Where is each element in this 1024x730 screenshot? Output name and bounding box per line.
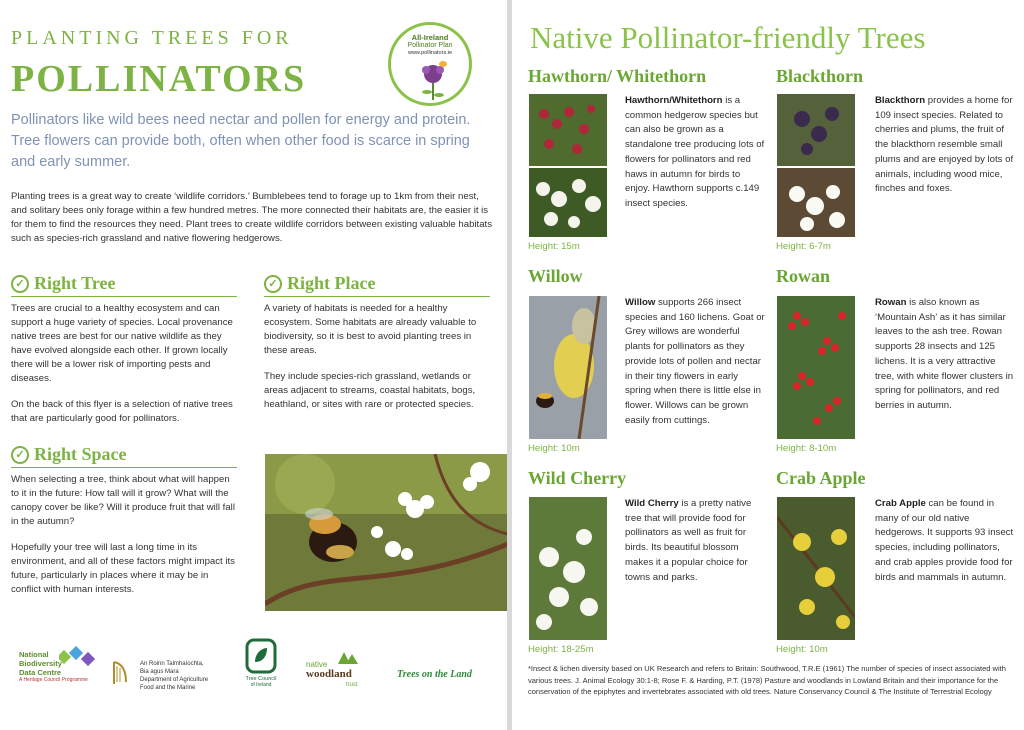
section-paragraph: On the back of this flyer is a selection of native trees that are particularly good for pollinators. — [11, 399, 233, 424]
tree-desc-crab-apple — [875, 497, 1015, 585]
rowan-photo — [777, 296, 855, 439]
logo-text: Food and the Marine — [140, 685, 196, 691]
tree-name-blackthorn: Blackthorn — [776, 66, 864, 86]
logo-text: of Ireland — [250, 682, 272, 688]
badge-url: www.pollinators.ie — [407, 50, 453, 56]
badge-subtitle: Pollinator Plan — [407, 42, 453, 49]
tree-desc-bold: Crab Apple — [875, 498, 926, 509]
tree-height-crab-apple: Height: 10m — [776, 644, 828, 655]
section-paragraph: When selecting a tree, think about what will happen to it in the future: How tall will it grow? What will the canopy cover be like? Will it produce fruit that will fall in the autumn? — [11, 474, 235, 527]
tree-desc-bold: Wild Cherry — [625, 498, 679, 509]
logo-text: Data Centre — [19, 668, 62, 677]
section-paragraph: They include species-rich grassland, wetlands or areas adjacent to streams, coastal habitats, bogs, heathland, or sites with rare or protected species. — [264, 371, 476, 410]
body-text: Planting trees is a great way to create ‘wildlife corridors.’ Bumblebees tend to forage up to 1km from their nest, and solitary bees only forage within a few hundred metres. The more connected their habitats are, the easier it is for them to find the resources they need. Plant trees to create wildlife corridors between existing valuable habitats such as species-rich grassland and native flowering hedgerows. — [11, 191, 493, 244]
section-paragraph: Trees are crucial to a healthy ecosystem and can support a huge variety of species. Local provenance native trees are best for our native wildlife as they have evolved alongside each other. If grown locally there will be a lower risk of importing pests and diseases. — [11, 303, 233, 384]
tree-desc-text: is a pretty native tree that will provide food for pollinators as well as fruit for birds. Its beautiful blossom makes it a popular choice for towns and parks. — [625, 498, 752, 583]
nbdc-logo — [19, 650, 99, 683]
section-paragraph: Hopefully your tree will last a long time in its environment, and all of these factors might impact its future, particularly in places where it may be in conflict with human interests. — [11, 542, 235, 595]
section-paragraph: A variety of habitats is needed for a healthy ecosystem. Some habitats are already valuable to biodiversity, so it is best to avoid planting trees in these areas. — [264, 303, 477, 356]
nbdc-cubes-icon — [59, 646, 97, 668]
tree-desc-wild-cherry — [625, 497, 765, 585]
bumblebee-photo — [265, 454, 507, 611]
logo-text: Bia agus Mara — [140, 669, 179, 675]
bee-flower-icon — [413, 58, 453, 102]
section-heading-right-space — [11, 444, 237, 468]
tree-desc-hawthorn — [625, 94, 765, 212]
footnote: *Insect & lichen diversity based on UK Research and refers to Britain: Southwood, T.R.E (1961) The number of species of insect associated with various trees. J. Animal Ecology 30:1-8; Rose F. & Harding, P.T. (1978) Pasture and woodlands in Lowland Britain and their importance for the conservation of the epiphytes and invertebrates associated with old trees. Nature Conservancy Council & The Institute of Terrestrial Ecology — [528, 664, 1006, 696]
tree-height-rowan: Height: 8-10m — [776, 443, 837, 454]
tree-height-willow: Height: 10m — [528, 443, 580, 454]
tree-height-wild-cherry: Height: 18-25m — [528, 644, 594, 655]
page-subtitle: PLANTING TREES FOR — [11, 27, 293, 49]
section-heading-right-place — [264, 273, 490, 297]
tree-desc-text: provides a home for 109 insect species. Related to cherries and plums, the fruit of the blackthorn resemble small plums and are enjoyed by lots of animals, including wood mice, finches and foxes. — [875, 95, 1014, 195]
woodland-trees-icon — [336, 650, 360, 666]
tree-desc-text: supports 266 insect species and 160 lichens. Goat or Grey willows are wonderful plants for pollinators as they provide lots of pollen and nectar in their tiny flowers in early spring when there is little else in flower. Willows can be grown easily from cuttings. — [625, 297, 765, 426]
tree-desc-bold: Willow — [625, 297, 656, 308]
flyer-front-page — [0, 0, 507, 730]
section-title: Right Tree — [34, 273, 116, 293]
check-icon: ✓ — [11, 275, 29, 293]
logo-text: Department of Agriculture — [140, 677, 209, 683]
tree-name-wild-cherry: Wild Cherry — [528, 468, 627, 488]
section-right-place — [264, 273, 490, 412]
section-title: Right Space — [34, 444, 127, 464]
flyer-back-page — [512, 0, 1024, 730]
hawthorn-photo — [529, 94, 607, 237]
tree-council-icon — [245, 638, 277, 674]
page-title: Native Pollinator-friendly Trees — [530, 20, 926, 55]
tree-council-logo — [241, 638, 281, 688]
intro-text: Pollinators like wild bees need nectar and pollen for energy and protein. Tree flowers can provide both, often when other food is scarce in spring and early summer. — [11, 112, 471, 170]
section-right-tree — [11, 273, 237, 426]
crab-apple-photo — [777, 497, 855, 640]
blackthorn-photo — [777, 94, 855, 237]
logo-text: native — [306, 660, 328, 669]
willow-photo — [529, 296, 607, 439]
tree-desc-willow — [625, 296, 765, 428]
tree-desc-text: is also known as ‘Mountain Ash’ as it has similar leaves to the ash tree. Rowan supports 28 insects and 125 lichens. It is a very attractive tree, with white flower clusters in spring for pollinators, and red berries in autumn. — [875, 297, 1014, 411]
logo-text: trust — [346, 682, 358, 688]
tree-desc-blackthorn — [875, 94, 1015, 197]
tree-name-rowan: Rowan — [776, 266, 831, 286]
tree-desc-bold: Rowan — [875, 297, 907, 308]
tree-name-willow: Willow — [528, 266, 583, 286]
wild-cherry-photo — [529, 497, 607, 640]
logo-text: An Roinn Talmhaíochta, — [140, 661, 204, 667]
check-icon: ✓ — [264, 275, 282, 293]
tree-name-crab-apple: Crab Apple — [776, 468, 866, 488]
logo-text: A Heritage Council Programme — [19, 677, 88, 683]
check-icon: ✓ — [11, 446, 29, 464]
tree-height-blackthorn: Height: 6-7m — [776, 241, 831, 252]
logo-text: Tree Council — [245, 676, 277, 682]
tree-name-hawthorn: Hawthorn/ Whitethorn — [528, 66, 707, 86]
trees-on-the-land-logo: Trees on the Land — [397, 669, 472, 680]
logo-text: woodland — [306, 668, 352, 680]
tree-desc-rowan — [875, 296, 1015, 414]
logo-text: National — [19, 650, 49, 659]
tree-desc-text: can be found in many of our old native hedgerows. It supports 93 insect species, including pollinators, and crab apples provide food for birds and mammals in autumn. — [875, 498, 1014, 583]
badge-title: All-Ireland — [411, 33, 449, 42]
harp-icon — [110, 660, 130, 686]
tree-desc-text: is a common hedgerow species but can also be grown as a standalone tree producing lots of flowers for pollinators and red haws in autumn for birds to enjoy. Hawthorn supports c.149 insect species. — [625, 95, 765, 209]
section-title: Right Place — [287, 273, 376, 293]
section-right-space — [11, 444, 237, 597]
tree-desc-bold: Hawthorn/Whitethorn — [625, 95, 723, 106]
tree-height-hawthorn: Height: 15m — [528, 241, 580, 252]
tree-desc-bold: Blackthorn — [875, 95, 926, 106]
pollinator-plan-badge — [388, 22, 472, 106]
logo-text: Biodiversity — [19, 659, 62, 668]
section-heading-right-tree — [11, 273, 237, 297]
page-title: POLLINATORS — [11, 58, 307, 100]
